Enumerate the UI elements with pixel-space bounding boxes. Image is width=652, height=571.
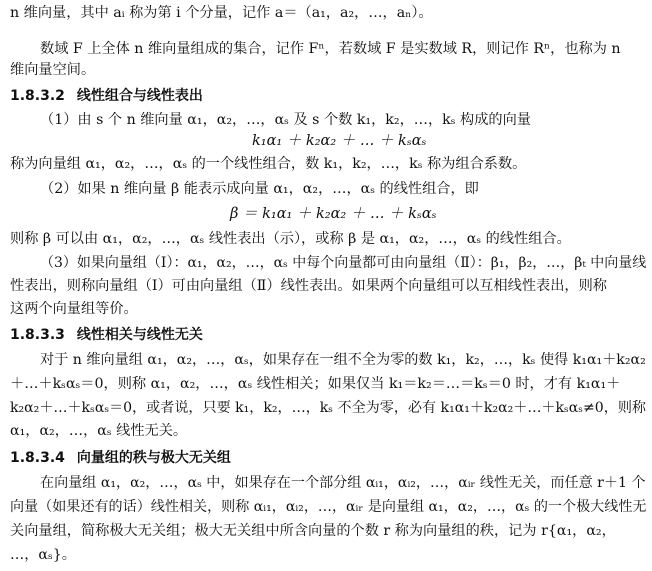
paragraph-line: ＋…＋kₛαₛ＝0，则称 α₁，α₂，…，αₛ 线性相关；如果仅当 k₁＝k₂＝…＝kₛ＝0 时，才有 k₁α₁＋ (10, 376, 621, 392)
section-heading (10, 87, 203, 105)
section-title: 线性相关与线性无关 (76, 327, 203, 343)
section-title: 线性组合与线性表出 (76, 88, 203, 104)
paragraph-line: 这两个向量组等价。 (10, 301, 138, 317)
paragraph-line: （2）如果 n 维向量 β 能表示成向量 α₁，α₂，…，αₛ 的线性组合，即 (40, 181, 479, 197)
paragraph-line: n 维向量，其中 aᵢ 称为第 i 个分量，记作 a＝（a₁，a₂，…，aₙ）。 (10, 5, 433, 21)
paragraph-line: 在向量组 α₁，α₂，…，αₛ 中，如果存在一个部分组 αᵢ₁，αᵢ₂，…，αᵢᵣ 线性无关，而任意 r＋1 个 (40, 475, 646, 491)
paragraph-line: 关向量组，简称极大无关组；极大无关组中所含向量的个数 r 称为向量组的秩，记为 r{α₁，α₂， (10, 523, 616, 539)
paragraph-line: 维向量空间。 (10, 62, 96, 78)
paragraph-line: 则称 β 可以由 α₁，α₂，…，αₛ 线性表出（示），或称 β 是 α₁，α₂，…，αₛ 的线性组合。 (10, 231, 571, 247)
section-title: 向量组的秩与极大无关组 (76, 450, 231, 466)
section-number: 1.8.3.2 (10, 88, 65, 104)
paragraph-line: 性表出，则称向量组（Ⅰ）可由向量组（Ⅱ）线性表出。如果两个向量组可以互相线性表出，则称 (10, 278, 607, 294)
section-number: 1.8.3.3 (10, 327, 65, 343)
section-number: 1.8.3.4 (10, 450, 65, 466)
paragraph-line: （3）如果向量组（Ⅰ）：α₁，α₂，…，αₛ 中每个向量都可由向量组（Ⅱ）：β₁，β₂，…，βₜ 中向量线 (40, 255, 647, 271)
paragraph-line: 对于 n 维向量组 α₁，α₂，…，αₛ，如果存在一组不全为零的数 k₁，k₂，…，kₛ 使得 k₁α₁＋k₂α₂ (40, 352, 646, 368)
paragraph-line: （1）由 s 个 n 维向量 α₁，α₂，…，αₛ 及 s 个数 k₁，k₂，…，kₛ 构成的向量 (40, 112, 531, 128)
section-heading (10, 449, 231, 467)
paragraph-line: k₂α₂＋…＋kₛαₛ＝0，或者说，只要 k₁，k₂，…，kₛ 不全为零，必有 k₁α₁＋k₂α₂＋…＋kₛαₛ≠0，则称 (10, 400, 647, 416)
paragraph-line: …，αₛ}。 (10, 547, 76, 563)
equation-beta: β ＝ k₁α₁ ＋ k₂α₂ ＋ … ＋ kₛαₛ (230, 206, 437, 222)
paragraph-line: α₁，α₂，…，αₛ 线性无关。 (10, 423, 188, 439)
paragraph-line: 称为向量组 α₁，α₂，…，αₛ 的一个线性组合，数 k₁，k₂，…，kₛ 称为组合系数。 (10, 156, 527, 172)
paragraph-line: 数域 F 上全体 n 维向量组成的集合，记作 Fⁿ，若数域 F 是实数域 R，则记作 Rⁿ，也称为 n (40, 41, 621, 57)
paragraph-line: 向量（如果还有的话）线性相关，则称 αᵢ₁，αᵢ₂，…，αᵢᵣ 是向量组 α₁，α₂，…，αₛ 的一个极大线性无 (10, 499, 647, 515)
section-heading (10, 326, 203, 344)
equation-linear-combination: k₁α₁ ＋ k₂α₂ ＋ … ＋ kₛαₛ (252, 133, 427, 149)
